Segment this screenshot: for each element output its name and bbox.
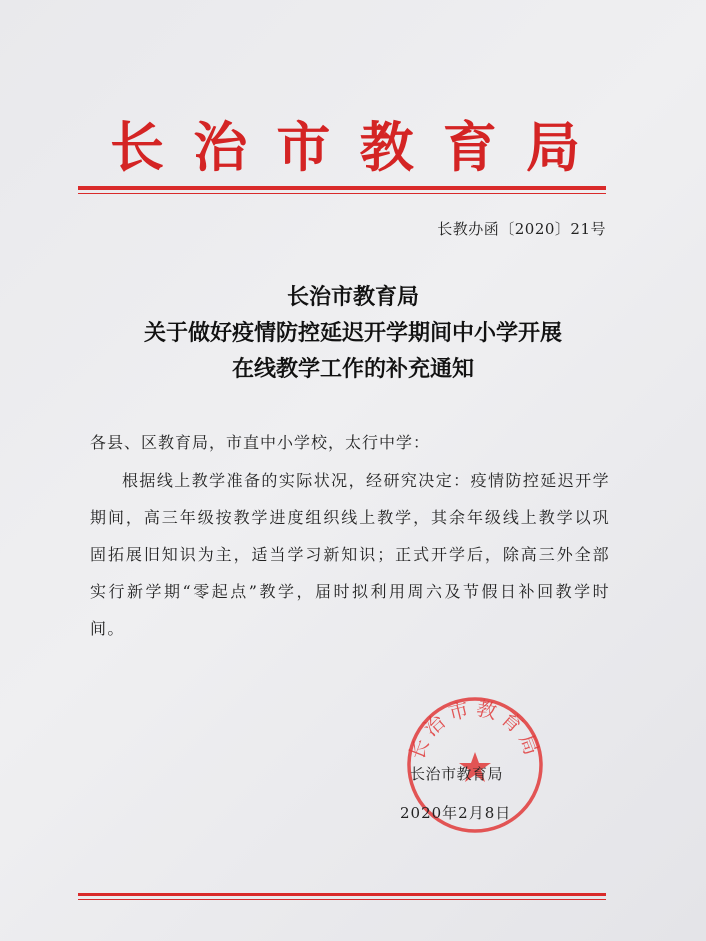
title-line-2: 关于做好疫情防控延迟开学期间中小学开展 bbox=[143, 321, 562, 346]
masthead-char: 治 bbox=[193, 115, 248, 179]
masthead-char: 教 bbox=[359, 115, 414, 179]
title-line-1: 长治市教育局 bbox=[286, 285, 419, 310]
footer-rule-thick bbox=[78, 893, 606, 896]
masthead-char: 育 bbox=[442, 115, 497, 179]
body-paragraph: 根据线上教学准备的实际状况，经研究决定：疫情防控延迟开学期间，高三年级按教学进度组织线上教学，其余年级线上教学以巩固拓展旧知识为主，适当学习新知识；正式开学后，除高三外全部实行新学期“零起点”教学，届时拟利用周六及节假日补回教学时间。 bbox=[90, 471, 610, 638]
salutation: 各县、区教育局，市直中小学校，太行中学： bbox=[90, 433, 431, 452]
masthead-char: 长 bbox=[110, 115, 164, 179]
header-rule-thick bbox=[78, 186, 606, 190]
masthead-title bbox=[110, 112, 580, 182]
masthead-char: 市 bbox=[276, 115, 331, 179]
issue-date: 2020年2月8日 bbox=[400, 804, 512, 822]
signature-issuer: 长治市教育局 bbox=[410, 765, 504, 783]
title-line-3: 在线教学工作的补充通知 bbox=[231, 357, 474, 382]
document-number: 长教办函〔2020〕21号 bbox=[437, 220, 606, 238]
header-rule-thin bbox=[78, 193, 606, 194]
seal-text: 长治市教育局 bbox=[404, 695, 546, 763]
masthead-char: 局 bbox=[525, 115, 580, 179]
footer-rule-thin bbox=[78, 899, 606, 900]
